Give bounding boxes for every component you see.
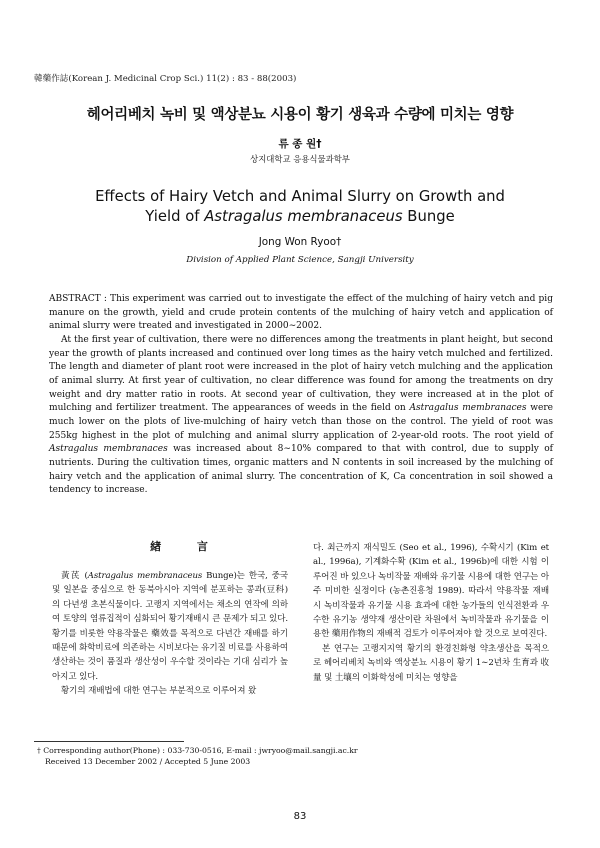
english-author: Jong Won Ryoo†: [258, 236, 342, 248]
abstract-p2-a: At the first year of cultivation, there were no differences among the treatments in plant height, but second year the growth of plants increased and continued over long times as the hairy vetch mulched and fertilized. The length and diameter of plant root were increased in the plot of hairy vetch mulching and the application of animal slurry. At first year of cultivation, no clear difference was found for among the treatments on dry weight and dry matter ratio in roots. At second year of cultivation, they were increased at in the plot of mulching and fertilizer treatment. The appearances of weeds in the field on: [49, 334, 553, 414]
footnote: [37, 745, 358, 767]
footnote-received: Received 13 December 2002 / Accepted 5 June 2003: [45, 757, 251, 767]
english-title-line-1: Effects of Hairy Vetch and Animal Slurry on Growth and: [95, 188, 505, 205]
intro-left-column: [52, 569, 288, 699]
abstract-p2-b: were much lower on the plots of live-mulching of hairy vetch than those on the control. The yield of root was 255kg highest in the plot of mulching and animal slurry application of 2-year-old roots. The root yield of: [49, 403, 553, 441]
korean-affiliation: 상지대학교 응용식물과학부: [250, 154, 350, 164]
abstract-species-2: Astragalus membranaces: [49, 444, 168, 455]
introduction-heading: 緖 言: [150, 540, 224, 553]
abstract-p2-c: was increased about 8∼10% compared to that with control, due to supply of nutrients. During the cultivation times, organic matters and N contents in soil increased by the mulching of hairy vetch and the application of animal slurry. The concentration of K, Ca concentration in soil showed a tendency to increase.: [49, 444, 553, 496]
abstract-species-1: Astragalus membranaces: [409, 403, 527, 414]
intro-right-paragraph-1: 다. 최근까지 재식밀도 (Seo et al., 1996), 수확시기 (Kim et al., 1996a), 기계화수확 (Kim et al., 1996b)에 대한 시험 이루어진 바 있으나 녹비작물 재배와 유기물 시용에 대한 연구는 아주 미비한 실정이다 (농촌진흥청 1989). 따라서 약용작물 재배시 녹비작물과 유기물 시용 효과에 대한 농가들의 인식전환과 우수한 유기농 생약재 생산이란 차원에서 녹비작물과 유기물을 이용한 藥用作物의 재배적 검토가 이루어져야 할 것으로 보여진다.: [313, 543, 549, 640]
abstract: [49, 293, 553, 498]
intro-left-p1-b: Bunge)는 한국, 중국 및 일본을 중심으로 한 동북아시아 지역에 분포하는 콩과(豆科)의 다년생 초본식물이다. 고랭지 지역에서는 채소의 연작에 의하여 토양의 염류집적이 심화되어 황기재배시 큰 문제가 되고 있다. 황기를 비롯한 약용작물은 藥效를 목적으로 다년간 재배를 하기 때문에 화학비료에 의존하는 시비보다는 유기질 비료를 사용하여 생산하는 것이 품질과 생산성이 우수할 것이라는 기대 심리가 높아지고 있다.: [52, 571, 288, 682]
abstract-paragraph-2: [49, 334, 553, 498]
english-title-line-2: [0, 208, 600, 225]
english-title-pre: Yield of: [145, 208, 205, 225]
intro-left-species: Astragalus membranaceus: [87, 571, 203, 581]
journal-citation: 韓藥作誌(Korean J. Medicinal Crop Sci.) 11(2) : 83 - 88(2003): [34, 74, 297, 84]
english-title-post: Bunge: [402, 208, 455, 225]
footnote-divider: [34, 741, 184, 742]
intro-left-p1-a: 黃芪 (: [61, 571, 88, 581]
abstract-p1-text: This experiment was carried out to investigate the effect of the mulching of hairy vetch and pig manure on the growth, yield and crude protein contents of the mulching of hairy vetch and application of animal slurry were treated and investigated in 2000∼2002.: [49, 294, 553, 332]
intro-left-paragraph-1: [52, 569, 288, 684]
korean-title: 헤어리베치 녹비 및 액상분뇨 시용이 황기 생육과 수량에 미치는 영향: [86, 107, 514, 123]
korean-author: 류 종 원†: [278, 138, 322, 150]
footnote-correspondence: † Corresponding author(Phone) : 033-730-0516, E-mail : jwryoo@mail.sangji.ac.kr: [37, 746, 358, 755]
abstract-label: ABSTRACT :: [49, 294, 111, 304]
english-affiliation: Division of Applied Plant Science, Sangji University: [186, 255, 414, 265]
intro-right-column: [313, 541, 549, 685]
page-number: 83: [293, 811, 307, 822]
abstract-paragraph-1: [49, 293, 553, 334]
english-title-species: Astragalus membranaceus: [204, 208, 403, 225]
intro-left-paragraph-2: 황기의 재배법에 대한 연구는 부분적으로 이루어져 왔: [61, 686, 257, 697]
intro-right-paragraph-2: 본 연구는 고랭지지역 황기의 환경친화형 약초생산을 목적으로 헤어리베치 녹비와 액상분뇨 시용이 황기 1∼2년차 生育과 收量 및 土壤의 이화학성에 미치는 영향을: [313, 643, 549, 683]
